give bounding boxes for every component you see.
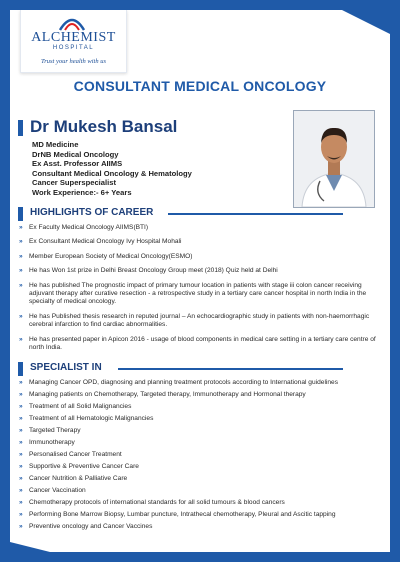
credential: Cancer Superspecialist bbox=[32, 178, 116, 188]
profile-page bbox=[10, 10, 390, 552]
logo-arc-icon bbox=[57, 12, 87, 32]
list-item: » Treatment of all Solid Malignancies bbox=[19, 403, 381, 411]
heading-rule bbox=[168, 213, 343, 215]
logo-sub: HOSPITAL bbox=[52, 45, 95, 51]
credential: MD Medicine bbox=[32, 140, 79, 149]
list-item: » He has Published thesis research in reputed journal – An echocardiographic study in patients with non-haemorrhagic cerebral infarction to find cardiac abnormalities. bbox=[19, 313, 381, 330]
list-item: » Treatment of all Hematologic Malignancies bbox=[19, 415, 381, 423]
list-item: » Performing Bone Marrow Biopsy, Lumbar puncture, Intrathecal chemotherapy, Pleural and Ascitic tapping bbox=[19, 511, 381, 519]
list-item: » Preventive oncology and Cancer Vaccines bbox=[19, 523, 381, 531]
heading-accent-bar bbox=[18, 207, 23, 221]
specialist-title: SPECIALIST IN bbox=[30, 362, 102, 373]
doctor-photo bbox=[293, 110, 375, 208]
list-item: » Managing patients on Chemotherapy, Targeted therapy, Immunotherapy and Hormonal therapy bbox=[19, 391, 381, 399]
credentials-list bbox=[32, 140, 192, 198]
doctor-portrait-icon bbox=[294, 111, 374, 207]
list-item: » Managing Cancer OPD, diagnosing and planning treatment protocols according to International guidelines bbox=[19, 379, 381, 387]
highlights-heading bbox=[18, 207, 380, 221]
list-item: » Personalised Cancer Treatment bbox=[19, 451, 381, 459]
heading-accent-bar bbox=[18, 362, 23, 376]
list-item: » Cancer Vaccination bbox=[19, 487, 381, 495]
credential: Consultant Medical Oncology & Hematology bbox=[32, 168, 192, 178]
corner-accent bbox=[342, 10, 390, 34]
highlights-list bbox=[19, 224, 381, 352]
list-item: » He has Won 1st prize in Delhi Breast Oncology Group meet (2018) Quiz held at Delhi bbox=[19, 267, 381, 275]
list-item: » Supportive & Preventive Cancer Care bbox=[19, 463, 381, 471]
list-item: » Ex Faculty Medical Oncology AIIMS(BTI) bbox=[19, 224, 381, 232]
highlights-title: HIGHLIGHTS OF CAREER bbox=[30, 207, 154, 218]
heading-rule bbox=[118, 368, 343, 370]
bottom-accent bbox=[10, 542, 50, 552]
doctor-name: Dr Mukesh Bansal bbox=[30, 117, 178, 136]
logo-tagline: Trust your health with us bbox=[40, 58, 106, 65]
hospital-logo bbox=[20, 10, 127, 73]
page-title: CONSULTANT MEDICAL ONCOLOGY bbox=[73, 78, 327, 94]
logo-name: ALCHEMIST bbox=[31, 30, 116, 45]
specialist-list bbox=[19, 379, 381, 531]
list-item: » Immunotherapy bbox=[19, 439, 381, 447]
list-item: » Cancer Nutrition & Palliative Care bbox=[19, 475, 381, 483]
list-item: » Chemotherapy protocols of international standards for all solid tumours & blood cancers bbox=[19, 499, 381, 507]
credential: DrNB Medical Oncology bbox=[32, 149, 119, 159]
credential: Ex Asst. Professor AIIMS bbox=[32, 159, 123, 169]
list-item: » He has published The prognostic impact of primary tumour location in patients with stage iii colon cancer receiving adjuvant therapy after curative resection - a retrospective study in a tertiary care cancer hospital in north India in the specialty of medical oncology. bbox=[19, 282, 381, 307]
specialist-heading bbox=[18, 362, 380, 376]
list-item: » Ex Consultant Medical Oncology Ivy Hospital Mohali bbox=[19, 238, 381, 246]
name-accent-bar bbox=[18, 120, 23, 136]
list-item: » Member European Society of Medical Oncology(ESMO) bbox=[19, 253, 381, 261]
credential: Work Experience:- 6+ Years bbox=[32, 187, 132, 197]
list-item: » Targeted Therapy bbox=[19, 427, 381, 435]
list-item: » He has presented paper in Apicon 2016 - usage of blood components in medical care setting in a tertiary care centre of north India. bbox=[19, 336, 381, 353]
